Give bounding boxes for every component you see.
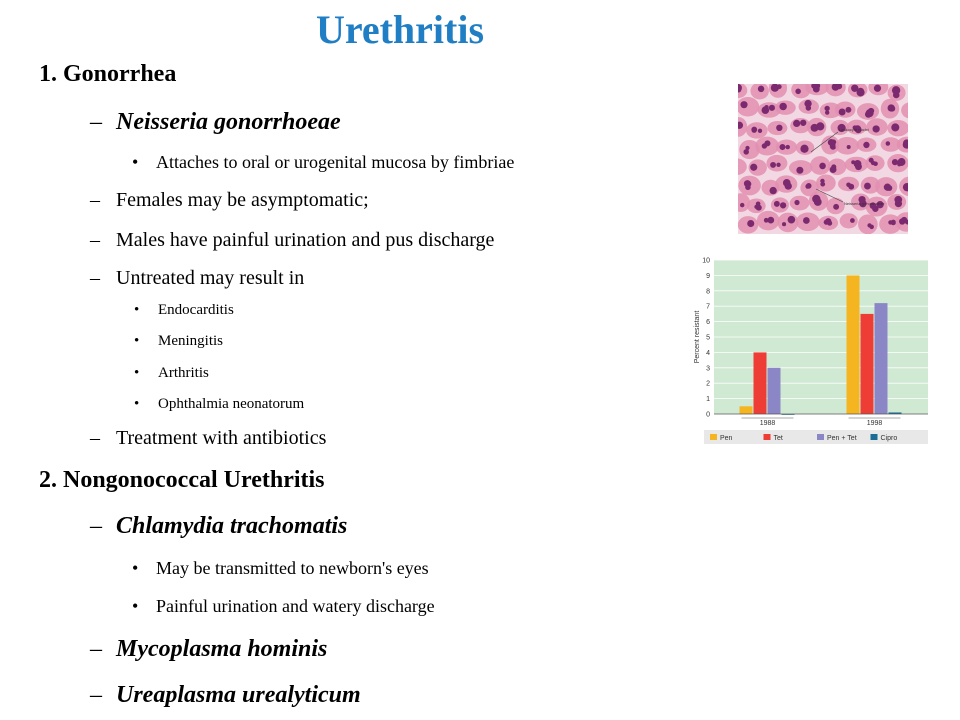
micrograph-nucleus [774,201,780,207]
micrograph-nucleus [845,107,851,113]
micrograph-cell [778,213,799,233]
micrograph-nucleus [833,204,839,210]
bullet-icon: • [134,365,140,381]
complication-ophthalmia [134,396,304,413]
bar-1988-tet [754,352,767,414]
bar-1998-pentet [875,303,888,414]
micrograph-nucleus [752,128,757,133]
complication-meningitis [134,333,223,350]
micrograph-cell [766,155,787,172]
micrograph-nucleus [851,160,855,164]
micrograph-nucleus [874,85,881,92]
micrograph-nucleus [776,125,782,131]
bullet-text: Endocarditis [158,302,234,318]
dash: – [90,513,102,539]
micrograph-nucleus [758,129,762,133]
micrograph-nucleus [786,145,790,149]
section-gonorrhea-heading: 1. Gonorrhea [39,61,177,87]
micrograph-cell [790,196,810,211]
micrograph-label: Neisseria gonorrhoeae [844,201,885,206]
micrograph-nucleus [872,125,879,132]
dash: – [90,229,100,251]
complication-endocarditis [134,302,234,319]
slide-title: Urethritis [315,7,485,52]
micrograph-nucleus [740,203,744,207]
micrograph-nucleus [746,181,751,186]
micrograph-nucleus [777,84,782,89]
y-axis-label: Percent resistant [694,310,701,364]
micrograph-nucleus [795,89,801,95]
micrograph-nucleus [892,159,898,165]
micrograph-nucleus [747,220,754,227]
micrograph-nucleus [887,185,893,191]
bullet-icon: • [134,302,140,318]
item-females [90,189,369,212]
item-untreated [90,267,304,290]
micrograph-nucleus [824,220,829,225]
bullet-icon: • [132,152,139,172]
resistance-chart-svg [692,254,928,448]
micrograph-nucleus [819,163,826,170]
organism-mycoplasma [90,636,327,663]
micrograph-nucleus [846,182,851,187]
micrograph-nucleus [850,218,855,223]
legend-label: Pen [720,435,733,442]
y-tick-label: 9 [706,272,710,280]
micrograph-nucleus [762,106,770,114]
micrograph-nucleus [740,101,747,108]
micrograph-nucleus [886,141,890,145]
micrograph-label: Leukocyte nuclei [839,127,869,132]
micrograph-nucleus [865,111,872,118]
item-text: Males have painful urination and pus discharge [116,229,495,251]
organism-name: Chlamydia trachomatis [116,513,348,539]
micrograph-nucleus [857,88,864,95]
micrograph-nucleus [871,161,875,165]
y-tick-label: 4 [706,349,710,357]
micrograph-nucleus [776,163,780,167]
y-tick-label: 1 [706,396,710,404]
bullet-text: Meningitis [158,333,224,349]
bar-1998-pen [847,275,860,414]
y-tick-label: 0 [706,411,710,419]
bullet-newborn [132,558,429,579]
micrograph-nucleus [780,202,786,208]
dash: – [90,109,102,135]
micrograph-nucleus [780,104,784,108]
micrograph-nucleus [820,179,824,183]
bullet-icon: • [134,333,140,349]
item-males [90,229,494,252]
micrograph-cell [828,158,847,175]
micrograph-nucleus [805,184,810,189]
micrograph-nucleus [793,120,800,127]
micrograph-nucleus [863,142,869,148]
micrograph-nucleus [800,120,806,126]
micrograph-nucleus [770,162,776,168]
bullet-text: Ophthalmia neonatorum [158,396,305,412]
y-tick-label: 7 [706,303,710,311]
bullet-icon: • [134,396,140,412]
dash: – [90,682,102,708]
micrograph-nucleus [769,105,775,111]
micrograph-nucleus [750,164,757,171]
y-tick-label: 6 [706,319,710,327]
resistance-chart [692,254,928,448]
gonorrhea-micrograph [738,84,908,234]
micrograph-nucleus [891,123,899,131]
legend-swatch [817,434,824,440]
legend-label: Pen + Tet [827,435,857,442]
organism-neisseria [90,109,341,136]
item-treatment [90,427,326,450]
organism-name: Mycoplasma hominis [116,636,328,662]
micrograph-nucleus [769,187,776,194]
organism-ureaplasma [90,682,361,709]
micrograph-nucleus [758,86,764,92]
dash: – [90,427,100,449]
bar-1998-tet [861,314,874,414]
micrograph-nucleus [782,222,786,226]
bullet-icon: • [132,596,139,616]
x-category-label: 1988 [759,420,776,427]
bullet-text: Painful urination and watery discharge [156,596,435,616]
micrograph-nucleus [806,105,811,110]
dash: – [90,189,100,211]
legend-swatch [764,434,771,440]
bar-1988-pentet [768,368,781,414]
dash: – [90,267,100,289]
legend-swatch [710,434,717,440]
chart-plot-area [714,260,928,414]
micrograph-nucleus [796,167,803,174]
item-text: Treatment with antibiotics [116,427,327,449]
micrograph-nucleus [847,145,851,149]
y-tick-label: 2 [706,380,710,388]
micrograph-nucleus [789,218,794,223]
micrograph-nucleus [800,145,808,153]
y-tick-label: 8 [706,288,710,296]
organism-name: Neisseria gonorrhoeae [116,109,341,135]
micrograph-cell [840,213,858,228]
organism-name: Ureaplasma urealyticum [116,682,361,708]
legend-label: Tet [773,435,783,442]
bar-1988-pen [740,406,753,414]
micrograph-nucleus [830,166,837,173]
micrograph-nucleus [745,146,749,150]
bullet-icon: • [132,558,139,578]
micrograph-nucleus [839,109,846,116]
bullet-fimbriae [132,152,514,173]
dash: – [90,636,102,662]
bullet-watery [132,596,435,617]
micrograph-cell [835,101,856,117]
micrograph-nucleus [889,106,895,112]
micrograph-nucleus [855,163,862,170]
micrograph-nucleus [893,92,900,99]
bullet-text: Attaches to oral or urogenital mucosa by fimbriae [156,152,515,172]
x-category-label: 1998 [866,420,883,427]
micrograph-nucleus [867,223,871,227]
bullet-text: Arthritis [158,365,209,381]
micrograph-nucleus [816,122,824,130]
micrograph-cell [816,175,836,192]
micrograph-image [738,84,908,234]
micrograph-nucleus [764,218,769,223]
section-ngu-heading: 2. Nongonococcal Urethritis [39,467,325,493]
micrograph-nucleus [762,143,767,148]
micrograph-nucleus [786,183,790,187]
legend-swatch [871,434,878,440]
organism-chlamydia [90,513,347,540]
micrograph-nucleus [894,196,902,204]
bullet-text: May be transmitted to newborn's eyes [156,558,429,578]
item-text: Females may be asymptomatic; [116,189,369,211]
chart-legend [704,430,928,444]
micrograph-nucleus [803,217,810,224]
micrograph-nucleus [864,183,871,190]
micrograph-nucleus [828,139,835,146]
micrograph-nucleus [756,201,761,206]
y-tick-label: 3 [706,365,710,373]
y-tick-label: 5 [706,334,710,342]
y-tick-label: 10 [702,257,710,265]
item-text: Untreated may result in [116,267,305,289]
complication-arthritis [134,365,209,382]
micrograph-nucleus [824,106,829,111]
micrograph-nucleus [812,195,820,203]
micrograph-nucleus [872,206,879,213]
legend-label: Cipro [880,435,898,442]
micrograph-nucleus [891,220,897,226]
micrograph-nucleus [794,200,799,205]
micrograph-nucleus [779,144,785,150]
